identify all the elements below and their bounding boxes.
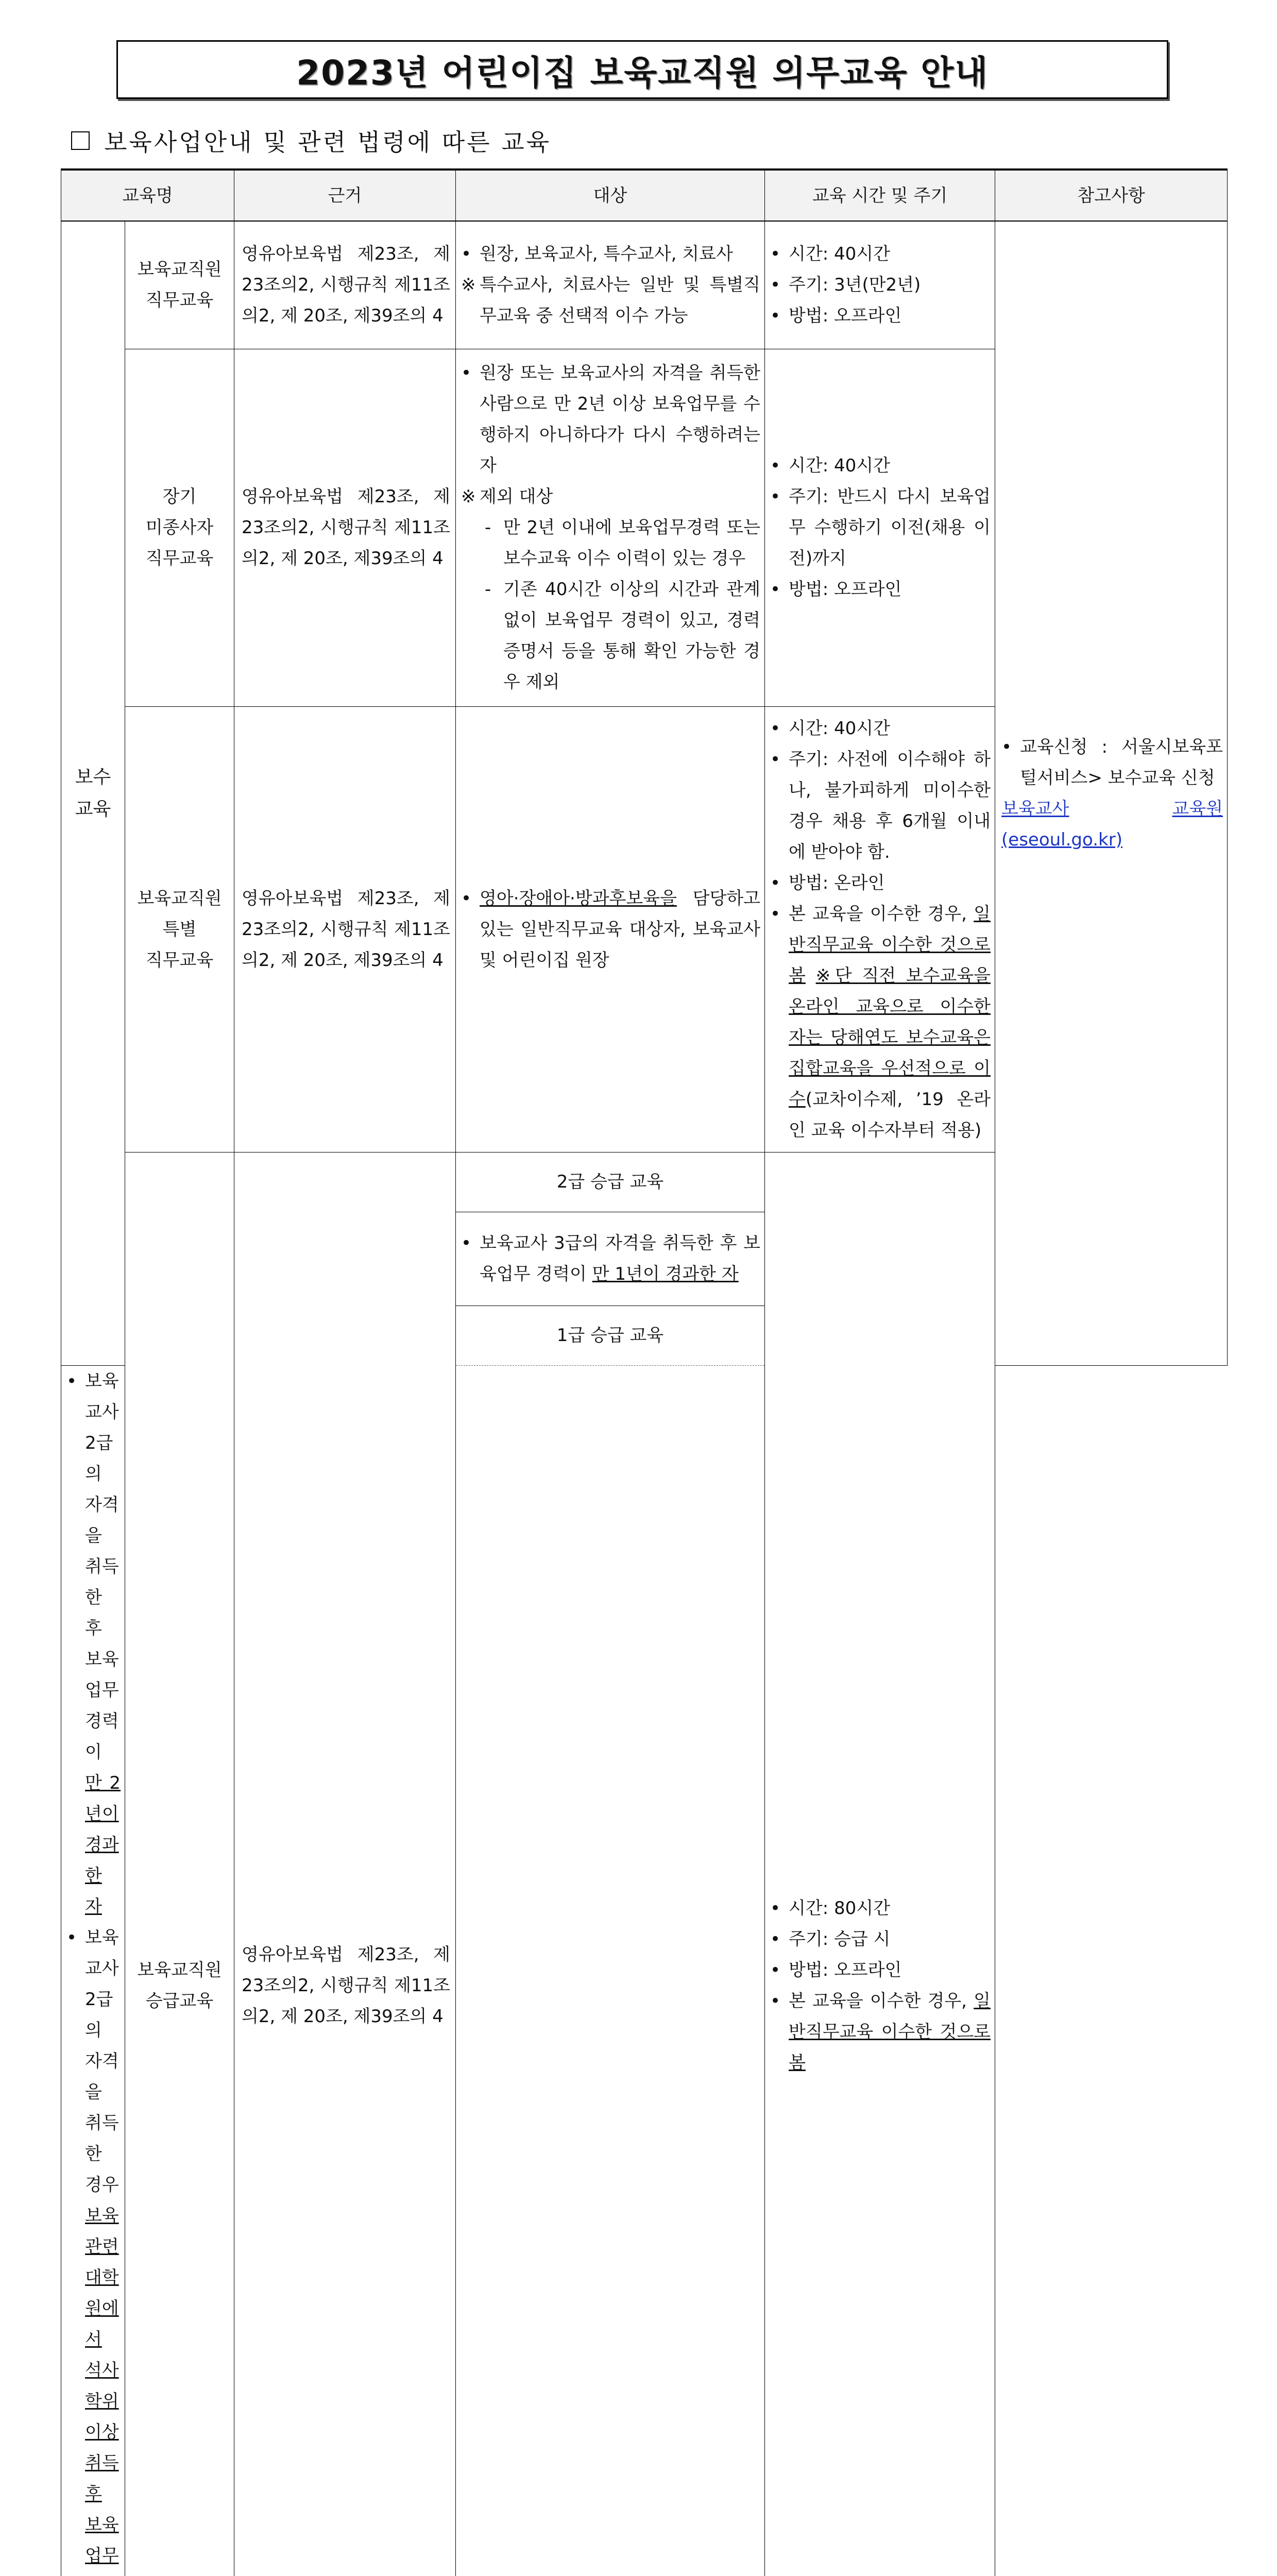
basis-cell: 영유아보육법 제23조, 제23조의2, 시행규칙 제11조의2, 제 20조, 제39조의 4 [234, 706, 456, 1152]
edu-name-cell: 장기 미종사자 직무교육 [125, 349, 234, 706]
link-education-center[interactable]: 보육교사 [1001, 798, 1069, 819]
grade2-heading: 2급 승급 교육 [456, 1152, 765, 1212]
time-cell: • 시간: 40시간 • 주기: 반드시 다시 보육업무 수행하기 이전(채용 이전)까지 • 방법: 오프라인 [765, 349, 995, 706]
notes-cell: • 교육신청 : 서울시보육포털서비스> 보수교육 신청 보육교사 교육원 (eseoul.go.kr) [995, 221, 1228, 1365]
title-box [116, 40, 1168, 99]
category-cell: 보수 교육 [61, 221, 125, 1365]
edu-name-cell: 보육교직원 직무교육 [125, 221, 234, 349]
section-heading [71, 123, 551, 159]
section-title: 보육사업안내 및 관련 법령에 따른 교육 [104, 128, 552, 156]
header-time-cycle: 교육 시간 및 주기 [765, 170, 995, 221]
basis-cell: 영유아보육법 제23조, 제23조의2, 시행규칙 제11조의2, 제 20조, 제39조의 4 [234, 1152, 456, 2576]
grade1-heading: 1급 승급 교육 [456, 1306, 765, 1365]
edu-name-cell: 보육교직원 승급교육 [125, 1152, 234, 2576]
target-cell: • 원장 또는 보육교사의 자격을 취득한 사람으로 만 2년 이상 보육업무를 수행하지 아니하다가 다시 수행하려는 자 ※ 제외 대상 - 만 2년 이내에 보육업무경력 또는 보수교육 이수 이력이 있는 경우 - 기존 40시간 이상의 시간과 관계없이 보육업무 경력이 있고, 경력증명서 등을 통해 확인 가능한 경우 제외 [456, 349, 765, 706]
basis-cell: 영유아보육법 제23조, 제23조의2, 시행규칙 제11조의2, 제 20조, 제39조의 4 [234, 221, 456, 349]
time-cell: • 시간: 40시간 • 주기: 3년(만2년) • 방법: 오프라인 [765, 221, 995, 349]
edu-name-cell: 보육교직원 특별 직무교육 [125, 706, 234, 1152]
page-title: 2023년 어린이집 보육교직원 의무교육 안내 [296, 53, 989, 93]
time-cell: • 시간: 80시간 • 주기: 승급 시 • 방법: 오프라인 • 본 교육을 이수한 경우, 일반직무교육 이수한 것으로 봄 [765, 1152, 995, 2576]
header-basis: 근거 [234, 170, 456, 221]
header-notes: 참고사항 [995, 170, 1228, 221]
table-header-row [61, 170, 1228, 221]
table-row [61, 221, 1228, 349]
basis-cell: 영유아보육법 제23조, 제23조의2, 시행규칙 제11조의2, 제 20조, 제39조의 4 [234, 349, 456, 706]
link-eseoul[interactable]: (eseoul.go.kr) [1001, 829, 1122, 850]
education-table [61, 168, 1228, 2576]
header-edu-name: 교육명 [61, 170, 234, 221]
target-cell: • 원장, 보육교사, 특수교사, 치료사 ※ 특수교사, 치료사는 일반 및 특별직무교육 중 선택적 이수 가능 [456, 221, 765, 349]
grade2-target: • 보육교사 3급의 자격을 취득한 후 보육업무 경력이 만 1년이 경과한 자 [456, 1212, 765, 1306]
header-target: 대상 [456, 170, 765, 221]
target-cell: • 영아·장애아·방과후보육을 담당하고 있는 일반직무교육 대상자, 보육교사 및 어린이집 원장 [456, 706, 765, 1152]
time-cell: • 시간: 40시간 • 주기: 사전에 이수해야 하나, 불가피하게 미이수한 경우 채용 후 6개월 이내에 받아야 함. • 방법: 온라인 • 본 교육을 이수한 경우, 일반직무교육 이수한 것으로 봄 ※단 직전 보수교육을 온라인 교육으로 이수한 자는 당해연도 보수교육은 집합교육을 우선적으로 이수(교차이수제, ’19 온라인 교육 이수자부터 적용) [765, 706, 995, 1152]
grade1-target: • 보육교사 2급의 자격을 취득한 후 보육업무 경력이 만 2년이 경과한 자 • 보육교사 2급의 자격을 취득한 경우 보육 관련 대학원에서 석사학위 이상 취득 후 보육업무 [61, 1365, 125, 2576]
checkbox-square-icon [71, 131, 90, 150]
